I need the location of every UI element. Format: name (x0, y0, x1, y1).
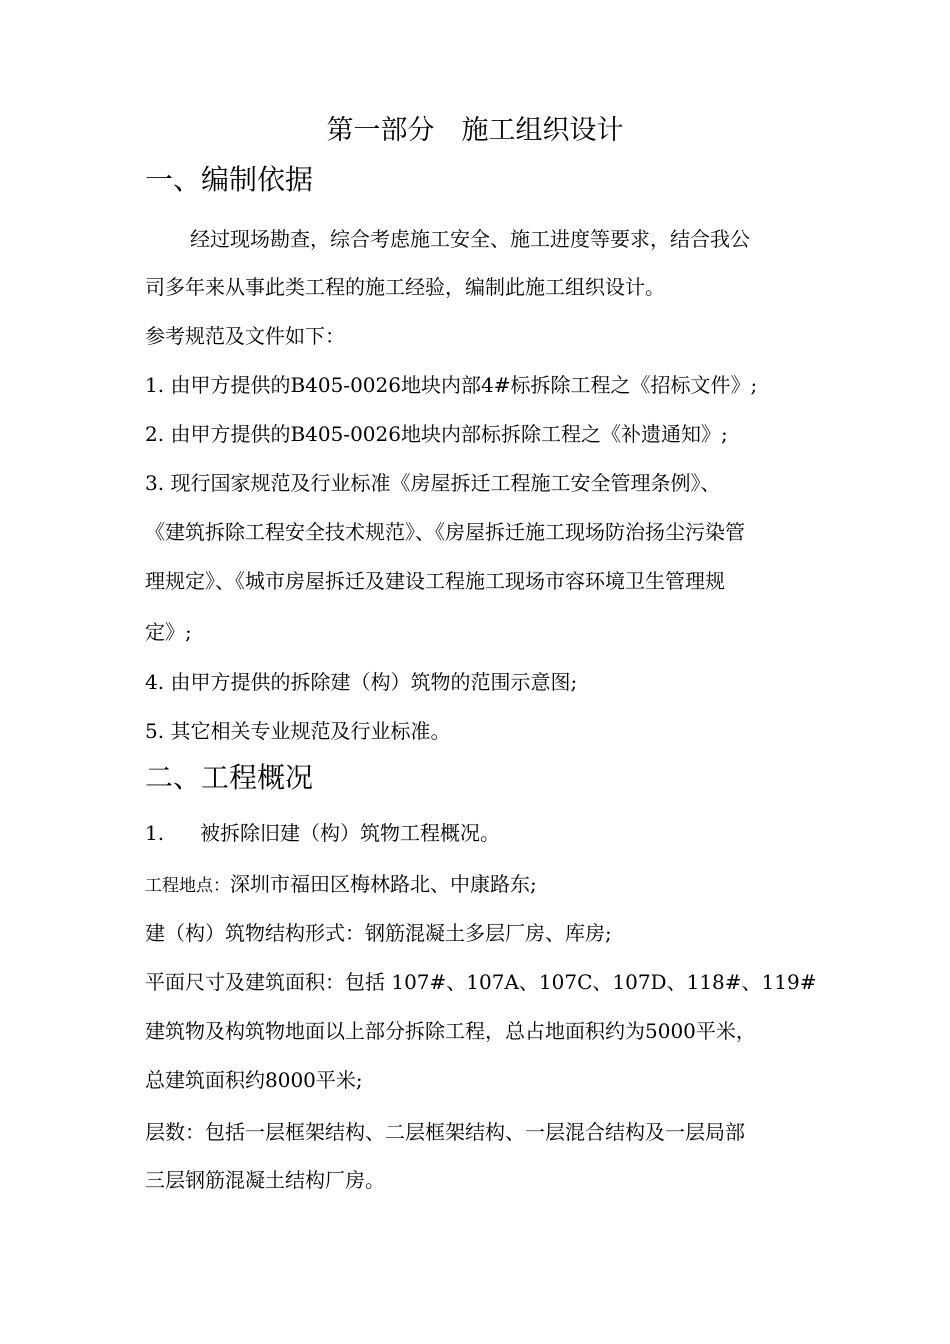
floors-line: 三层钢筋混凝土结构厂房。 (145, 1168, 385, 1192)
structure-line: 建（构）筑物结构形式：钢筋混凝土多层厂房、库房; (145, 921, 612, 945)
location-label: 工程地点： (145, 876, 230, 896)
reference-item-continuation: 定》; (145, 620, 192, 644)
reference-item: 5. 其它相关专业规范及行业标准。 (145, 719, 451, 743)
references-label: 参考规范及文件如下： (145, 324, 345, 348)
reference-item: 1. 由甲方提供的B405-0026地块内部4#标拆除工程之《招标文件》; (145, 373, 758, 397)
floors-line: 层数：包括一层框架结构、二层框架结构、一层混合结构及一层局部 (145, 1120, 745, 1144)
overview-item-text: 被拆除旧建（构）筑物工程概况。 (200, 821, 500, 845)
reference-item: 4. 由甲方提供的拆除建（构）筑物的范围示意图; (145, 670, 578, 694)
reference-item: 3. 现行国家规范及行业标准《房屋拆迁工程施工安全管理条例》、 (145, 471, 721, 495)
area-line: 建筑物及构筑物地面以上部分拆除工程，总占地面积约为5000平米， (145, 1019, 756, 1043)
reference-item: 2. 由甲方提供的B405-0026地块内部标拆除工程之《补遗通知》; (145, 422, 728, 446)
section-heading-overview: 二、工程概况 (145, 761, 314, 794)
overview-item-number: 1. (145, 821, 165, 845)
area-line: 平面尺寸及建筑面积：包括 107#、107A、107C、107D、118#、119# (145, 970, 817, 994)
reference-item-continuation: 理规定》、《城市房屋拆迁及建设工程施工现场市容环境卫生管理规 (145, 569, 725, 593)
reference-item-continuation: 《建筑拆除工程安全技术规范》、《房屋拆迁施工现场防治扬尘污染管 (145, 520, 745, 544)
location-value: 深圳市福田区梅林路北、中康路东; (230, 872, 537, 896)
section-heading-basis: 一、编制依据 (145, 163, 314, 196)
intro-paragraph-line: 经过现场勘查，综合考虑施工安全、施工进度等要求，结合我公 (190, 227, 750, 251)
overview-item (145, 820, 500, 846)
document-title: 第一部分 施工组织设计 (326, 115, 624, 146)
intro-paragraph-line: 司多年来从事此类工程的施工经验，编制此施工组织设计。 (145, 275, 665, 299)
location-line (145, 871, 537, 899)
area-line: 总建筑面积约8000平米; (145, 1068, 363, 1092)
